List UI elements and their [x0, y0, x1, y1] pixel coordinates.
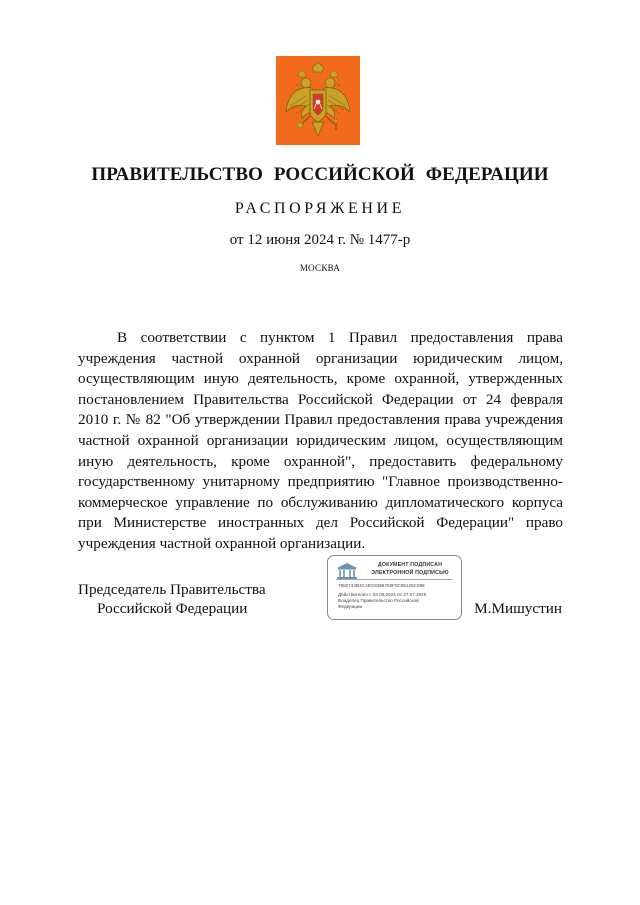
government-title: ПРАВИТЕЛЬСТВО РОССИЙСКОЙ ФЕДЕРАЦИИ [91, 164, 549, 185]
document-date-number: от 12 июня 2024 г. № 1477-р [229, 232, 411, 248]
coat-of-arms-emblem [276, 56, 360, 145]
body-line: постановлением Правительства Российской Федерации от 24 февраля [78, 390, 563, 408]
document-type: РАСПОРЯЖЕНИЕ [234, 200, 406, 217]
body-line: учреждения частной охранной организации юридическим лицом, [78, 349, 563, 367]
signatory-position-line: Председатель Правительства [78, 581, 266, 598]
signatory-position [78, 580, 278, 618]
document-body [78, 328, 563, 555]
body-line: учреждения частной охранной организации. [78, 534, 366, 552]
stamp-divider [336, 579, 453, 580]
body-line: 2010 г. № 82 "Об утверждении Правил предоставления права учреждения [78, 411, 563, 429]
body-line: коммерческое управление по обслуживанию дипломатического корпуса [78, 493, 563, 511]
government-building-icon [336, 562, 358, 580]
stamp-owner: Владелец Правительство Российской [338, 598, 419, 603]
body-line: иную деятельность, кроме охранной", предоставить федеральному [78, 452, 563, 470]
body-line: государственному унитарному предприятию "Главное производственно- [78, 473, 563, 491]
body-line: при Министерстве иностранных дел Российской Федерации" право [78, 514, 563, 532]
stamp-certificate: 7882744B3CAEC8396750F0C86125C098 [338, 583, 425, 588]
stamp-title: ДОКУМЕНТ ПОДПИСАН [377, 562, 443, 568]
electronic-signature-stamp [327, 555, 462, 620]
signatory-name: М.Мишустин [474, 600, 562, 617]
double-headed-eagle-icon [276, 56, 360, 145]
body-line: осуществляющим иную деятельность, кроме охранной, утвержденных [78, 370, 563, 388]
stamp-owner: Федерации [338, 604, 363, 609]
stamp-validity: Действителен с 03.05.2024 по 27.07.2025 [338, 592, 427, 597]
body-line: частной охранной организации юридическим лицом, осуществляющим [78, 431, 563, 449]
document-city: МОСКВА [299, 263, 341, 273]
body-line: В соответствии с пунктом 1 Правил предоставления права [117, 329, 563, 346]
signatory-position-line: Российской Федерации [97, 600, 248, 617]
stamp-title: ЭЛЕКТРОННОЙ ПОДПИСЬЮ [371, 570, 449, 576]
